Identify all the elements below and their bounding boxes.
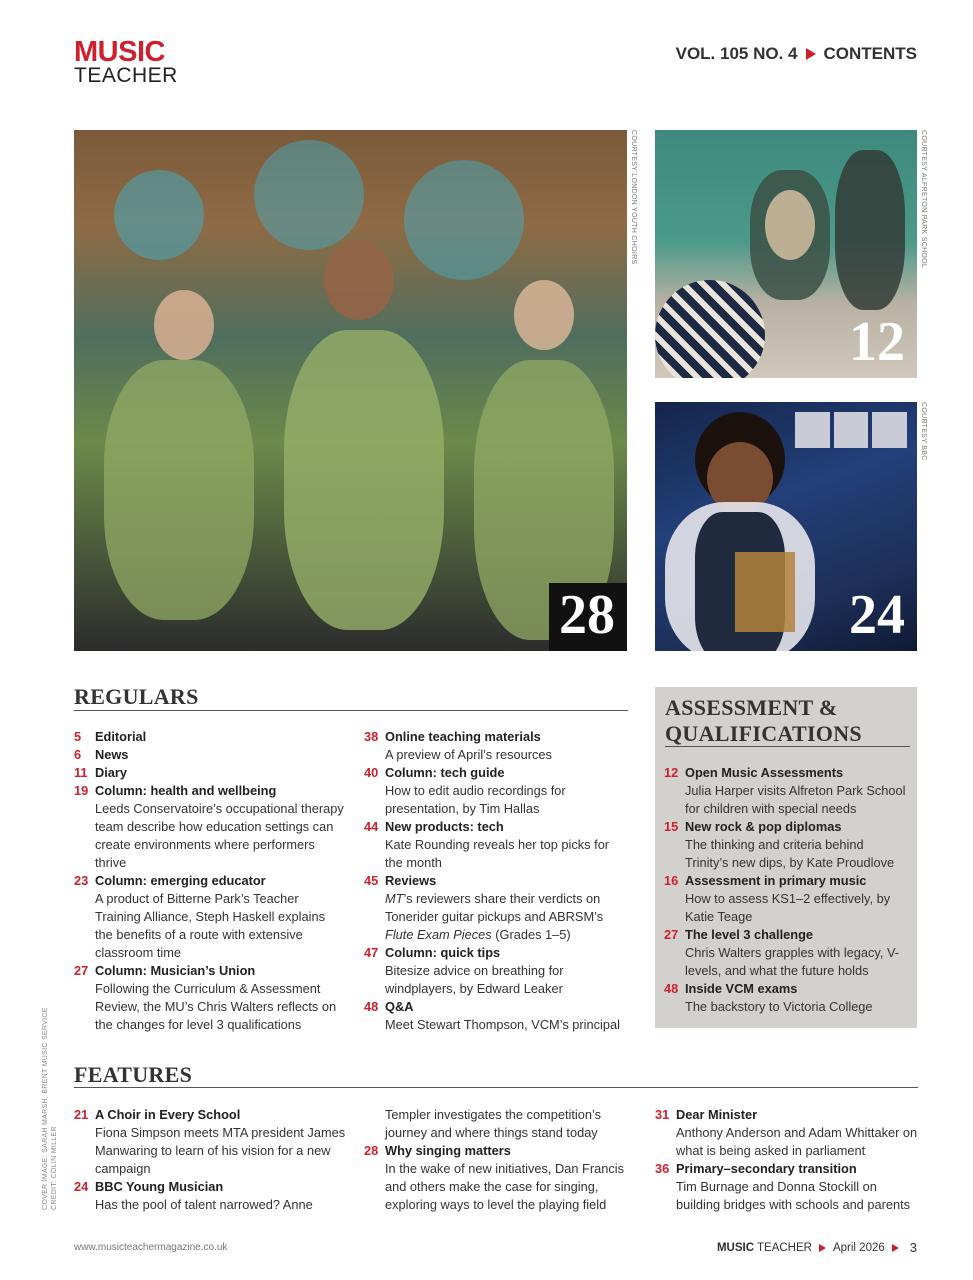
features-heading: FEATURES — [74, 1062, 193, 1087]
regulars-heading: REGULARS — [74, 684, 199, 709]
section-label: CONTENTS — [823, 44, 917, 63]
contents-item[interactable]: 11 Diary — [74, 765, 128, 780]
regulars-rule — [74, 710, 628, 711]
features-column-3 — [655, 1106, 920, 1214]
contents-item[interactable]: 21 A Choir in Every School Fiona Simpson meets MTA president James Manwaring to learn of his vision for a new campaign — [74, 1107, 346, 1176]
page-badge: 28 — [549, 583, 627, 651]
contents-item[interactable]: 28 Why singing matters In the wake of new initiatives, Dan Francis and others make the case for singing, exploring ways to level the playing field — [364, 1143, 624, 1212]
assessment-heading: ASSESSMENT & QUALIFICATIONS — [665, 695, 862, 746]
page-badge: 12 — [849, 311, 905, 373]
logo-music: MUSIC — [74, 36, 165, 68]
contents-item[interactable]: 12 Open Music Assessments Julia Harper visits Alfreton Park School for children with special needs — [664, 765, 906, 816]
photo-credit: COURTESY BBC — [920, 402, 927, 461]
regulars-column-1 — [74, 728, 344, 1034]
cover-credit: COVER IMAGE: SARAH MARSH, BRENT MUSIC SERVICE CREDIT: COLIN MILLER — [42, 1007, 58, 1210]
contents-item[interactable]: 6 News — [74, 747, 129, 762]
features-column-2 — [364, 1106, 634, 1214]
contents-item[interactable]: 48 Inside VCM exams The backstory to Victoria College — [664, 981, 873, 1014]
page-badge: 24 — [849, 584, 905, 646]
bbc-logo — [795, 412, 907, 448]
triangle-icon — [806, 48, 816, 60]
contents-item[interactable]: 48 Q&A Meet Stewart Thompson, VCM’s principal — [364, 999, 620, 1032]
contents-item[interactable]: 5 Editorial — [74, 729, 147, 744]
footer-url[interactable]: www.musicteachermagazine.co.uk — [74, 1242, 228, 1253]
young-musician-photo — [655, 402, 917, 651]
contents-item-continued: Templer investigates the competition’s journey and where things stand today — [385, 1107, 601, 1140]
magazine-logo — [74, 38, 178, 86]
triangle-icon — [892, 1244, 899, 1252]
contents-item[interactable]: 31 Dear Minister Anthony Anderson and Adam Whittaker on what is being asked in parliament — [655, 1107, 918, 1158]
footer-date: April 2026 — [832, 1241, 885, 1254]
features-column-1 — [74, 1106, 346, 1214]
drum-class-photo — [655, 130, 917, 378]
footer-folio: MUSIC TEACHER April 2026 3 — [716, 1240, 917, 1255]
logo-teacher: TEACHER — [74, 64, 178, 87]
contents-item[interactable]: 24 BBC Young Musician Has the pool of talent narrowed? Anne — [74, 1179, 313, 1212]
contents-item[interactable]: 45 Reviews MT’s reviewers share their verdicts on Tonerider guitar pickups and ABRSM’s Flute Exam Pieces (Grades 1–5) — [364, 873, 604, 942]
contents-item[interactable]: 40 Column: tech guide How to edit audio recordings for presentation, by Tim Hallas — [364, 765, 566, 816]
contents-item[interactable]: 27 The level 3 challenge Chris Walters grapples with legacy, V-levels, and what the future holds — [664, 927, 900, 978]
issue-number: VOL. 105 NO. 4 — [675, 44, 798, 63]
contents-item[interactable]: 44 New products: tech Kate Rounding reveals her top picks for the month — [364, 819, 610, 870]
regulars-column-2 — [364, 728, 630, 1034]
features-rule — [74, 1087, 918, 1088]
contents-item[interactable]: 38 Online teaching materials A preview of April’s resources — [364, 729, 552, 762]
contents-item[interactable]: 16 Assessment in primary music How to assess KS1–2 effectively, by Katie Teage — [664, 873, 891, 924]
contents-item[interactable]: 23 Column: emerging educator A product of Bitterne Park’s Teacher Training Alliance, Steph Haskell explains the benefits of a route with extensive classroom time — [74, 873, 325, 960]
contents-item[interactable]: 27 Column: Musician’s Union Following the Curriculum & Assessment Review, the MU’s Chris Walters reflects on the changes for level 3 qualifications — [74, 963, 337, 1032]
photo-credit: COURTESY ALFRETON PARK SCHOOL — [920, 130, 927, 269]
page-number: 3 — [909, 1240, 917, 1255]
issue-header — [676, 44, 917, 64]
contents-item[interactable]: 19 Column: health and wellbeing Leeds Conservatoire’s occupational therapy team describe how education settings can create environments where performers thrive — [74, 783, 344, 870]
choir-photo — [74, 130, 627, 651]
triangle-icon — [819, 1244, 826, 1252]
contents-item[interactable]: 15 New rock & pop diplomas The thinking and criteria behind Trinity’s new dips, by Kate Proudlove — [664, 819, 895, 870]
photo-credit: COURTESY LONDON YOUTH CHOIRS — [630, 130, 637, 265]
assessment-rule — [665, 746, 910, 747]
assessment-column — [664, 764, 910, 1016]
contents-item[interactable]: 36 Primary–secondary transition Tim Burnage and Donna Stockill on building bridges with schools and parents — [655, 1161, 911, 1212]
contents-item[interactable]: 47 Column: quick tips Bitesize advice on breathing for windplayers, by Edward Leaker — [364, 945, 564, 996]
